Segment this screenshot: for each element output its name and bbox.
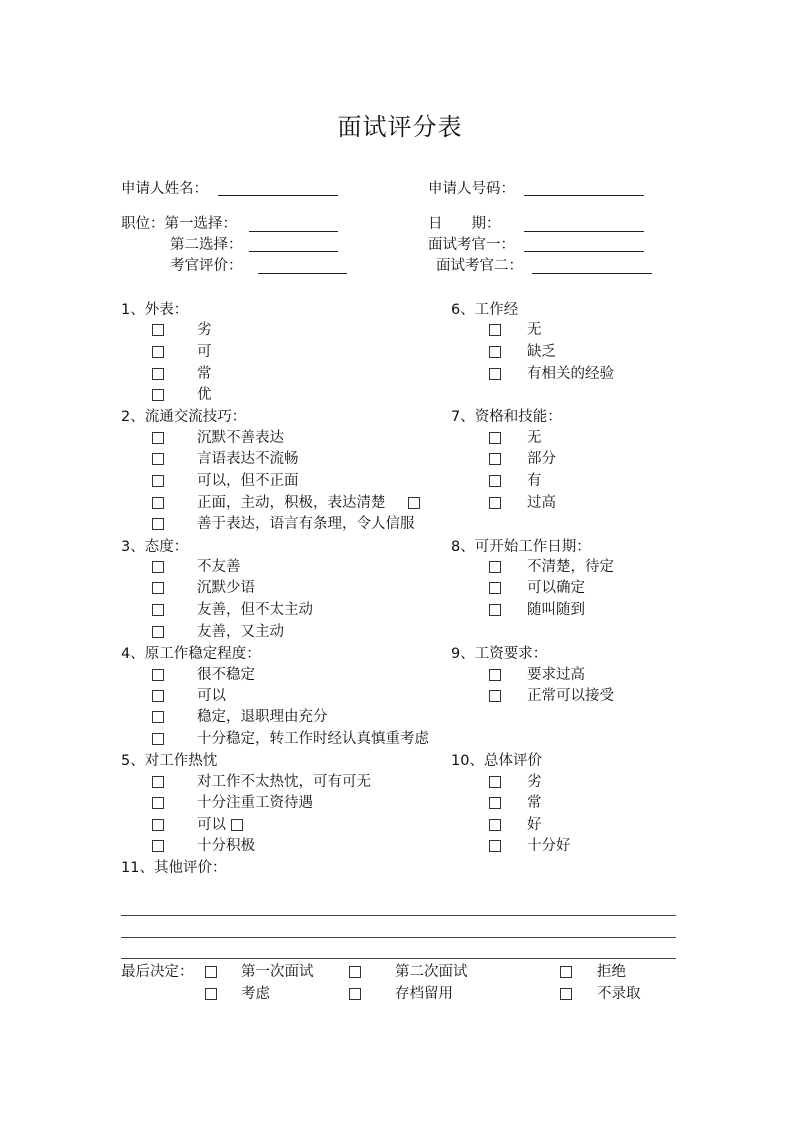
option-label: 言语表达不流畅 — [197, 451, 299, 467]
checkbox[interactable] — [152, 453, 164, 465]
applicant-no-field[interactable] — [524, 195, 644, 196]
checkbox[interactable] — [152, 776, 164, 788]
option-label: 很不稳定 — [197, 667, 255, 683]
checkbox[interactable] — [489, 604, 501, 616]
interviewer-two-label: 面试考官二： — [436, 258, 523, 274]
section-stability-heading: 4、原工作稳定程度： — [121, 646, 261, 662]
checkbox[interactable] — [152, 690, 164, 702]
checkbox[interactable] — [152, 604, 164, 616]
checkbox[interactable] — [152, 711, 164, 723]
option-label: 要求过高 — [527, 667, 585, 683]
option-label: 劣 — [527, 774, 542, 790]
option-label: 十分好 — [527, 838, 571, 854]
checkbox[interactable] — [489, 432, 501, 444]
option-label: 不友善 — [197, 559, 241, 575]
checkbox[interactable] — [489, 497, 501, 509]
option-label: 十分稳定，转工作时经认真慎重考虑 — [197, 731, 429, 747]
checkbox[interactable] — [349, 966, 361, 978]
option-label: 随叫随到 — [527, 602, 585, 618]
second-choice-label: 第二选择： — [170, 237, 243, 253]
option-label: 可以 — [197, 817, 226, 833]
option-label: 沉默不善表达 — [197, 430, 284, 446]
checkbox[interactable] — [152, 733, 164, 745]
checkbox[interactable] — [152, 626, 164, 638]
checkbox[interactable] — [489, 669, 501, 681]
option-label: 过高 — [527, 495, 556, 511]
option-label: 正面，主动，积极，表达清楚 — [197, 495, 386, 511]
option-label: 部分 — [527, 451, 556, 467]
divider — [121, 958, 676, 959]
checkbox[interactable] — [152, 561, 164, 573]
checkbox[interactable] — [152, 389, 164, 401]
final-option-not-hired: 不录取 — [597, 986, 641, 1002]
checkbox[interactable] — [152, 432, 164, 444]
final-option-reject: 拒绝 — [597, 964, 626, 980]
option-label: 正常可以接受 — [527, 688, 614, 704]
option-label: 有 — [527, 473, 542, 489]
section-enthusiasm-heading: 5、对工作热忱 — [121, 753, 218, 769]
option-label: 十分注重工资待遇 — [197, 795, 313, 811]
checkbox[interactable] — [489, 776, 501, 788]
option-label: 友善，但不太主动 — [197, 602, 313, 618]
first-choice-field[interactable] — [249, 231, 338, 232]
section-start-date-heading: 8、可开始工作日期： — [451, 539, 591, 555]
checkbox[interactable] — [152, 669, 164, 681]
examiner-comment-label: 考官评价： — [170, 258, 243, 274]
option-label: 好 — [527, 817, 542, 833]
other-comments-label: 11、其他评价： — [121, 860, 227, 876]
checkbox[interactable] — [349, 988, 361, 1000]
applicant-name-field[interactable] — [218, 195, 338, 196]
option-label: 可以，但不正面 — [197, 473, 299, 489]
option-label: 无 — [527, 430, 542, 446]
section-experience-heading: 6、工作经 — [451, 302, 519, 318]
date-label: 日 期： — [428, 216, 501, 232]
comment-line[interactable] — [121, 915, 676, 916]
option-label: 无 — [527, 322, 542, 338]
page-title: 面试评分表 — [337, 113, 463, 141]
section-communication-heading: 2、流通交流技巧： — [121, 409, 247, 425]
section-attitude-heading: 3、态度： — [121, 539, 189, 555]
checkbox[interactable] — [560, 966, 572, 978]
option-label: 善于表达，语言有条理，令人信服 — [197, 516, 415, 532]
option-label: 劣 — [197, 322, 212, 338]
option-label: 常 — [527, 795, 542, 811]
option-label: 有相关的经验 — [527, 366, 614, 382]
checkbox[interactable] — [152, 582, 164, 594]
section-qualification-heading: 7、资格和技能： — [451, 409, 562, 425]
checkbox[interactable] — [152, 840, 164, 852]
applicant-no-label: 申请人号码： — [428, 181, 515, 197]
final-option-second-interview: 第二次面试 — [395, 964, 468, 980]
option-label: 缺乏 — [527, 344, 556, 360]
option-label: 稳定，退职理由充分 — [197, 709, 328, 725]
date-field[interactable] — [524, 231, 644, 232]
checkbox[interactable] — [489, 797, 501, 809]
option-label: 可 — [197, 344, 212, 360]
comment-line[interactable] — [121, 937, 676, 938]
checkbox[interactable] — [489, 582, 501, 594]
option-label: 对工作不太热忱，可有可无 — [197, 774, 371, 790]
checkbox[interactable] — [152, 475, 164, 487]
checkbox[interactable] — [152, 368, 164, 380]
checkbox[interactable] — [205, 966, 217, 978]
option-label: 十分积极 — [197, 838, 255, 854]
checkbox[interactable] — [489, 453, 501, 465]
checkbox[interactable] — [205, 988, 217, 1000]
final-option-consider: 考虑 — [241, 986, 270, 1002]
section-overall-heading: 10、总体评价 — [451, 753, 542, 769]
option-label: 可以确定 — [527, 580, 585, 596]
section-salary-heading: 9、工资要求： — [451, 646, 548, 662]
checkbox[interactable] — [489, 690, 501, 702]
checkbox[interactable] — [152, 819, 164, 831]
checkbox[interactable] — [152, 497, 164, 509]
checkbox[interactable] — [489, 561, 501, 573]
checkbox[interactable] — [152, 797, 164, 809]
checkbox[interactable] — [489, 346, 501, 358]
interviewer-one-field[interactable] — [524, 251, 644, 252]
checkbox[interactable] — [489, 368, 501, 380]
checkbox[interactable] — [560, 988, 572, 1000]
final-decision-label: 最后决定： — [121, 964, 194, 980]
option-label: 优 — [197, 387, 212, 403]
trailing-box[interactable] — [408, 497, 420, 509]
option-label: 友善，又主动 — [197, 624, 284, 640]
checkbox[interactable] — [152, 324, 164, 336]
checkbox[interactable] — [152, 518, 164, 530]
final-option-archive: 存档留用 — [395, 986, 453, 1002]
option-label: 常 — [197, 366, 212, 382]
second-choice-field[interactable] — [249, 251, 338, 252]
section-appearance-heading: 1、外表： — [121, 302, 189, 318]
final-option-first-interview: 第一次面试 — [241, 964, 314, 980]
option-label: 沉默少语 — [197, 580, 255, 596]
position-first-choice-label: 职位：第一选择： — [121, 216, 237, 232]
applicant-name-label: 申请人姓名： — [121, 181, 208, 197]
interviewer-two-field[interactable] — [532, 273, 652, 274]
checkbox[interactable] — [489, 475, 501, 487]
examiner-comment-field[interactable] — [258, 273, 347, 274]
trailing-box[interactable] — [231, 819, 243, 831]
checkbox[interactable] — [489, 819, 501, 831]
checkbox[interactable] — [152, 346, 164, 358]
checkbox[interactable] — [489, 840, 501, 852]
option-label: 可以 — [197, 688, 226, 704]
checkbox[interactable] — [489, 324, 501, 336]
interviewer-one-label: 面试考官一： — [428, 237, 515, 253]
option-label: 不清楚，待定 — [527, 559, 614, 575]
